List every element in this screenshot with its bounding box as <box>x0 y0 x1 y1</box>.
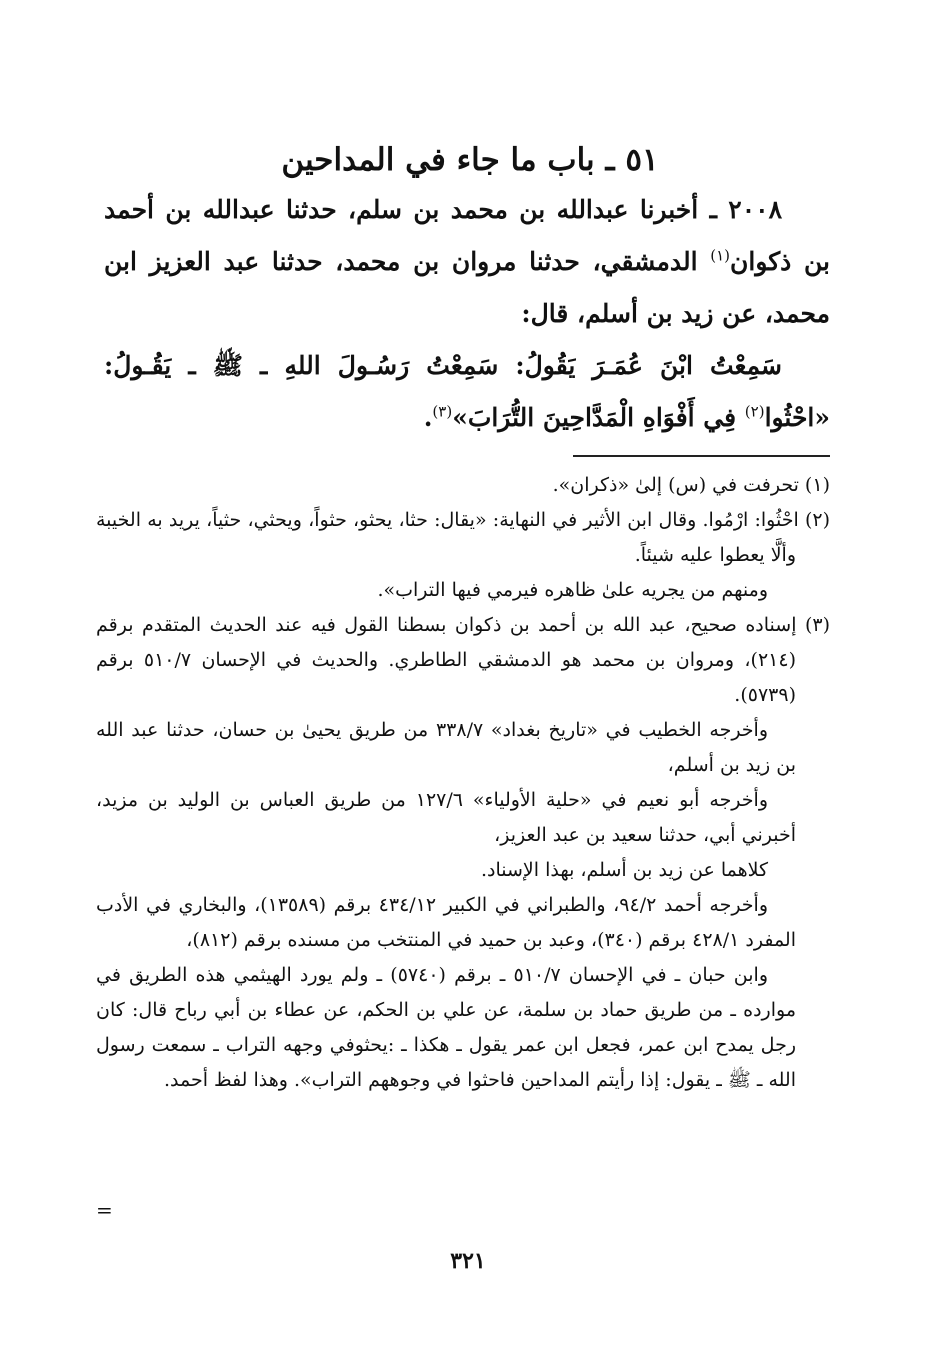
footnote-separator <box>573 455 830 457</box>
continuation-mark: = <box>96 1198 113 1222</box>
footnote-3-khatib: وأخرجه الخطيب في «تاريخ بغداد» ٣٣٨/٧ من طريق يحيىٰ بن حسان، حدثنا عبد الله بن زيد بن أسلم، <box>96 719 796 776</box>
chain-text-2: الدمشقي، حدثنا مروان بن محمد، حدثنا عبد العزيز ابن محمد، عن زيد بن أسلم، قال: <box>104 247 830 328</box>
page-number: ٣٢١ <box>450 1248 486 1274</box>
matn-text-1: سَمِعْتُ ابْنَ عُمَـرَ يَقُولُ: سَمِعْتُ رَسُـولَ اللهِ ـ ﷺ ـ يَقُـولُ: «احْثُوا <box>104 351 830 432</box>
chapter-title: ٥١ ـ باب ما جاء في المداحين <box>281 142 659 178</box>
footnotes <box>96 468 830 1098</box>
footnote-1: (١) تحرفت في (س) إلىٰ «ذكران». <box>552 474 830 496</box>
footnote-3-both: كلاهما عن زيد بن أسلم، بهذا الإسناد. <box>480 859 768 881</box>
footnote-2: (٢) احْثُوا: ارْمُوا. وقال ابن الأثير في النهاية: «يقال: حثا، يحثو، حثواً، ويحثي، حثياً، يريد به الخيبة وألَّا يعطوا عليه شيئاً. <box>96 509 830 566</box>
matn-text-2: فِي أَفْوَاهِ الْمَدَّاحِينَ التُّرَابَ» <box>452 403 745 432</box>
hadith-matn <box>104 340 830 444</box>
chain-text-1: ٢٠٠٨ ـ أخبرنا عبدالله بن محمد بن سلم، حدثنا عبدالله بن أحمد بن ذكوان <box>104 195 830 276</box>
hadith-chain <box>104 184 830 340</box>
footnote-3: (٣) إسناده صحيح، عبد الله بن أحمد بن ذكوان بسطنا القول فيه عند الحديث المتقدم برقم (٢١٤)، ومروان بن محمد هو الدمشقي الطاطري. والحديث في الإحسان ٥١٠/٧ برقم (٥٧٣٩). <box>96 614 830 706</box>
footnote-3-ibn-hibban: وابن حبان ـ في الإحسان ٥١٠/٧ ـ برقم (٥٧٤٠) ـ ولم يورد الهيثمي هذه الطريق في موارده ـ من طريق حماد بن سلمة، عن علي بن الحكم، عن عطاء بن أبي رباح قال: كان رجل يمدح ابن عمر، فجعل ابن عمر يقول ـ هكذا ـ :يحثوفي وجهه التراب ـ سمعت رسول الله ـ ﷺ ـ يقول: إذا رأيتم المداحين فاحثوا في وجوههم التراب». وهذا لفظ أحمد. <box>96 964 796 1091</box>
footnote-ref-3[interactable]: (٣) <box>432 402 453 421</box>
footnote-ref-2[interactable]: (٢) <box>744 402 765 421</box>
footnote-ref-1[interactable]: (١) <box>710 246 731 265</box>
hadith-text <box>104 184 830 444</box>
footnote-3-ahmad: وأخرجه أحمد ٩٤/٢، والطبراني في الكبير ٤٣٤/١٢ برقم (١٣٥٨٩)، والبخاري في الأدب المفرد ٤٢٨/١ برقم (٣٤٠)، وعبد بن حميد في المنتخب من مسنده برقم (٨١٢)، <box>96 894 796 951</box>
matn-text-3: . <box>423 403 433 432</box>
footnote-3-abu-nuaym: وأخرجه أبو نعيم في «حلية الأولياء» ١٢٧/٦ من طريق العباس بن الوليد بن مزيد، أخبرني أبي، حدثنا سعيد بن عبد العزيز، <box>96 789 796 846</box>
footnote-2-continuation: ومنهم من يجريه علىٰ ظاهره فيرمي فيها التراب». <box>377 579 768 601</box>
